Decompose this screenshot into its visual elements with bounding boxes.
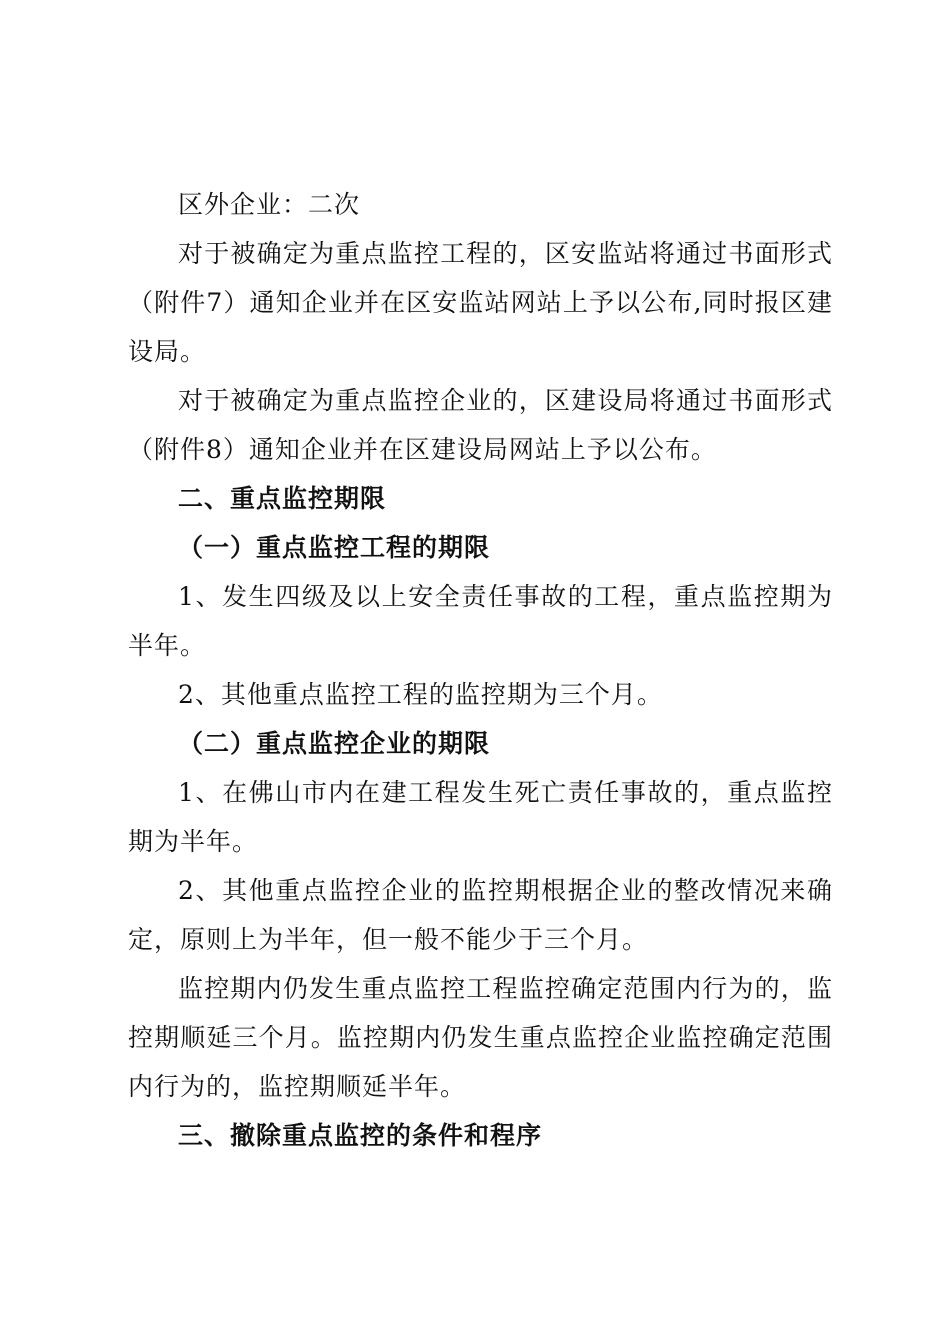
section-heading-monitoring-period: 二、重点监控期限 xyxy=(178,484,387,513)
paragraph-enterprise-period-2: 2、其他重点监控企业的监控期根据企业的整改情况来确定，原则上为半年，但一般不能少于三个月。 xyxy=(128,876,833,954)
paragraph-enterprise-period-1: 1、在佛山市内在建工程发生死亡责任事故的，重点监控期为半年。 xyxy=(128,778,833,856)
paragraph-outside-enterprise: 区外企业：二次 xyxy=(178,190,361,219)
paragraph-project-period-1: 1、发生四级及以上安全责任事故的工程，重点监控期为半年。 xyxy=(128,582,833,660)
section-heading-removal-conditions: 三、撤除重点监控的条件和程序 xyxy=(178,1121,543,1150)
subsection-heading-project-period: （一）重点监控工程的期限 xyxy=(178,533,491,562)
paragraph-key-project-notice: 对于被确定为重点监控工程的，区安监站将通过书面形式（附件7）通知企业并在区安监站网站上予以公布,同时报区建设局。 xyxy=(128,239,833,366)
paragraph-key-enterprise-notice: 对于被确定为重点监控企业的，区建设局将通过书面形式（附件8）通知企业并在区建设局网站上予以公布。 xyxy=(128,386,833,464)
paragraph-project-period-2: 2、其他重点监控工程的监控期为三个月。 xyxy=(178,680,663,709)
paragraph-extension-rule: 监控期内仍发生重点监控工程监控确定范围内行为的，监控期顺延三个月。监控期内仍发生重点监控企业监控确定范围内行为的，监控期顺延半年。 xyxy=(128,974,833,1101)
document-page xyxy=(128,180,833,1160)
subsection-heading-enterprise-period: （二）重点监控企业的期限 xyxy=(178,729,491,758)
